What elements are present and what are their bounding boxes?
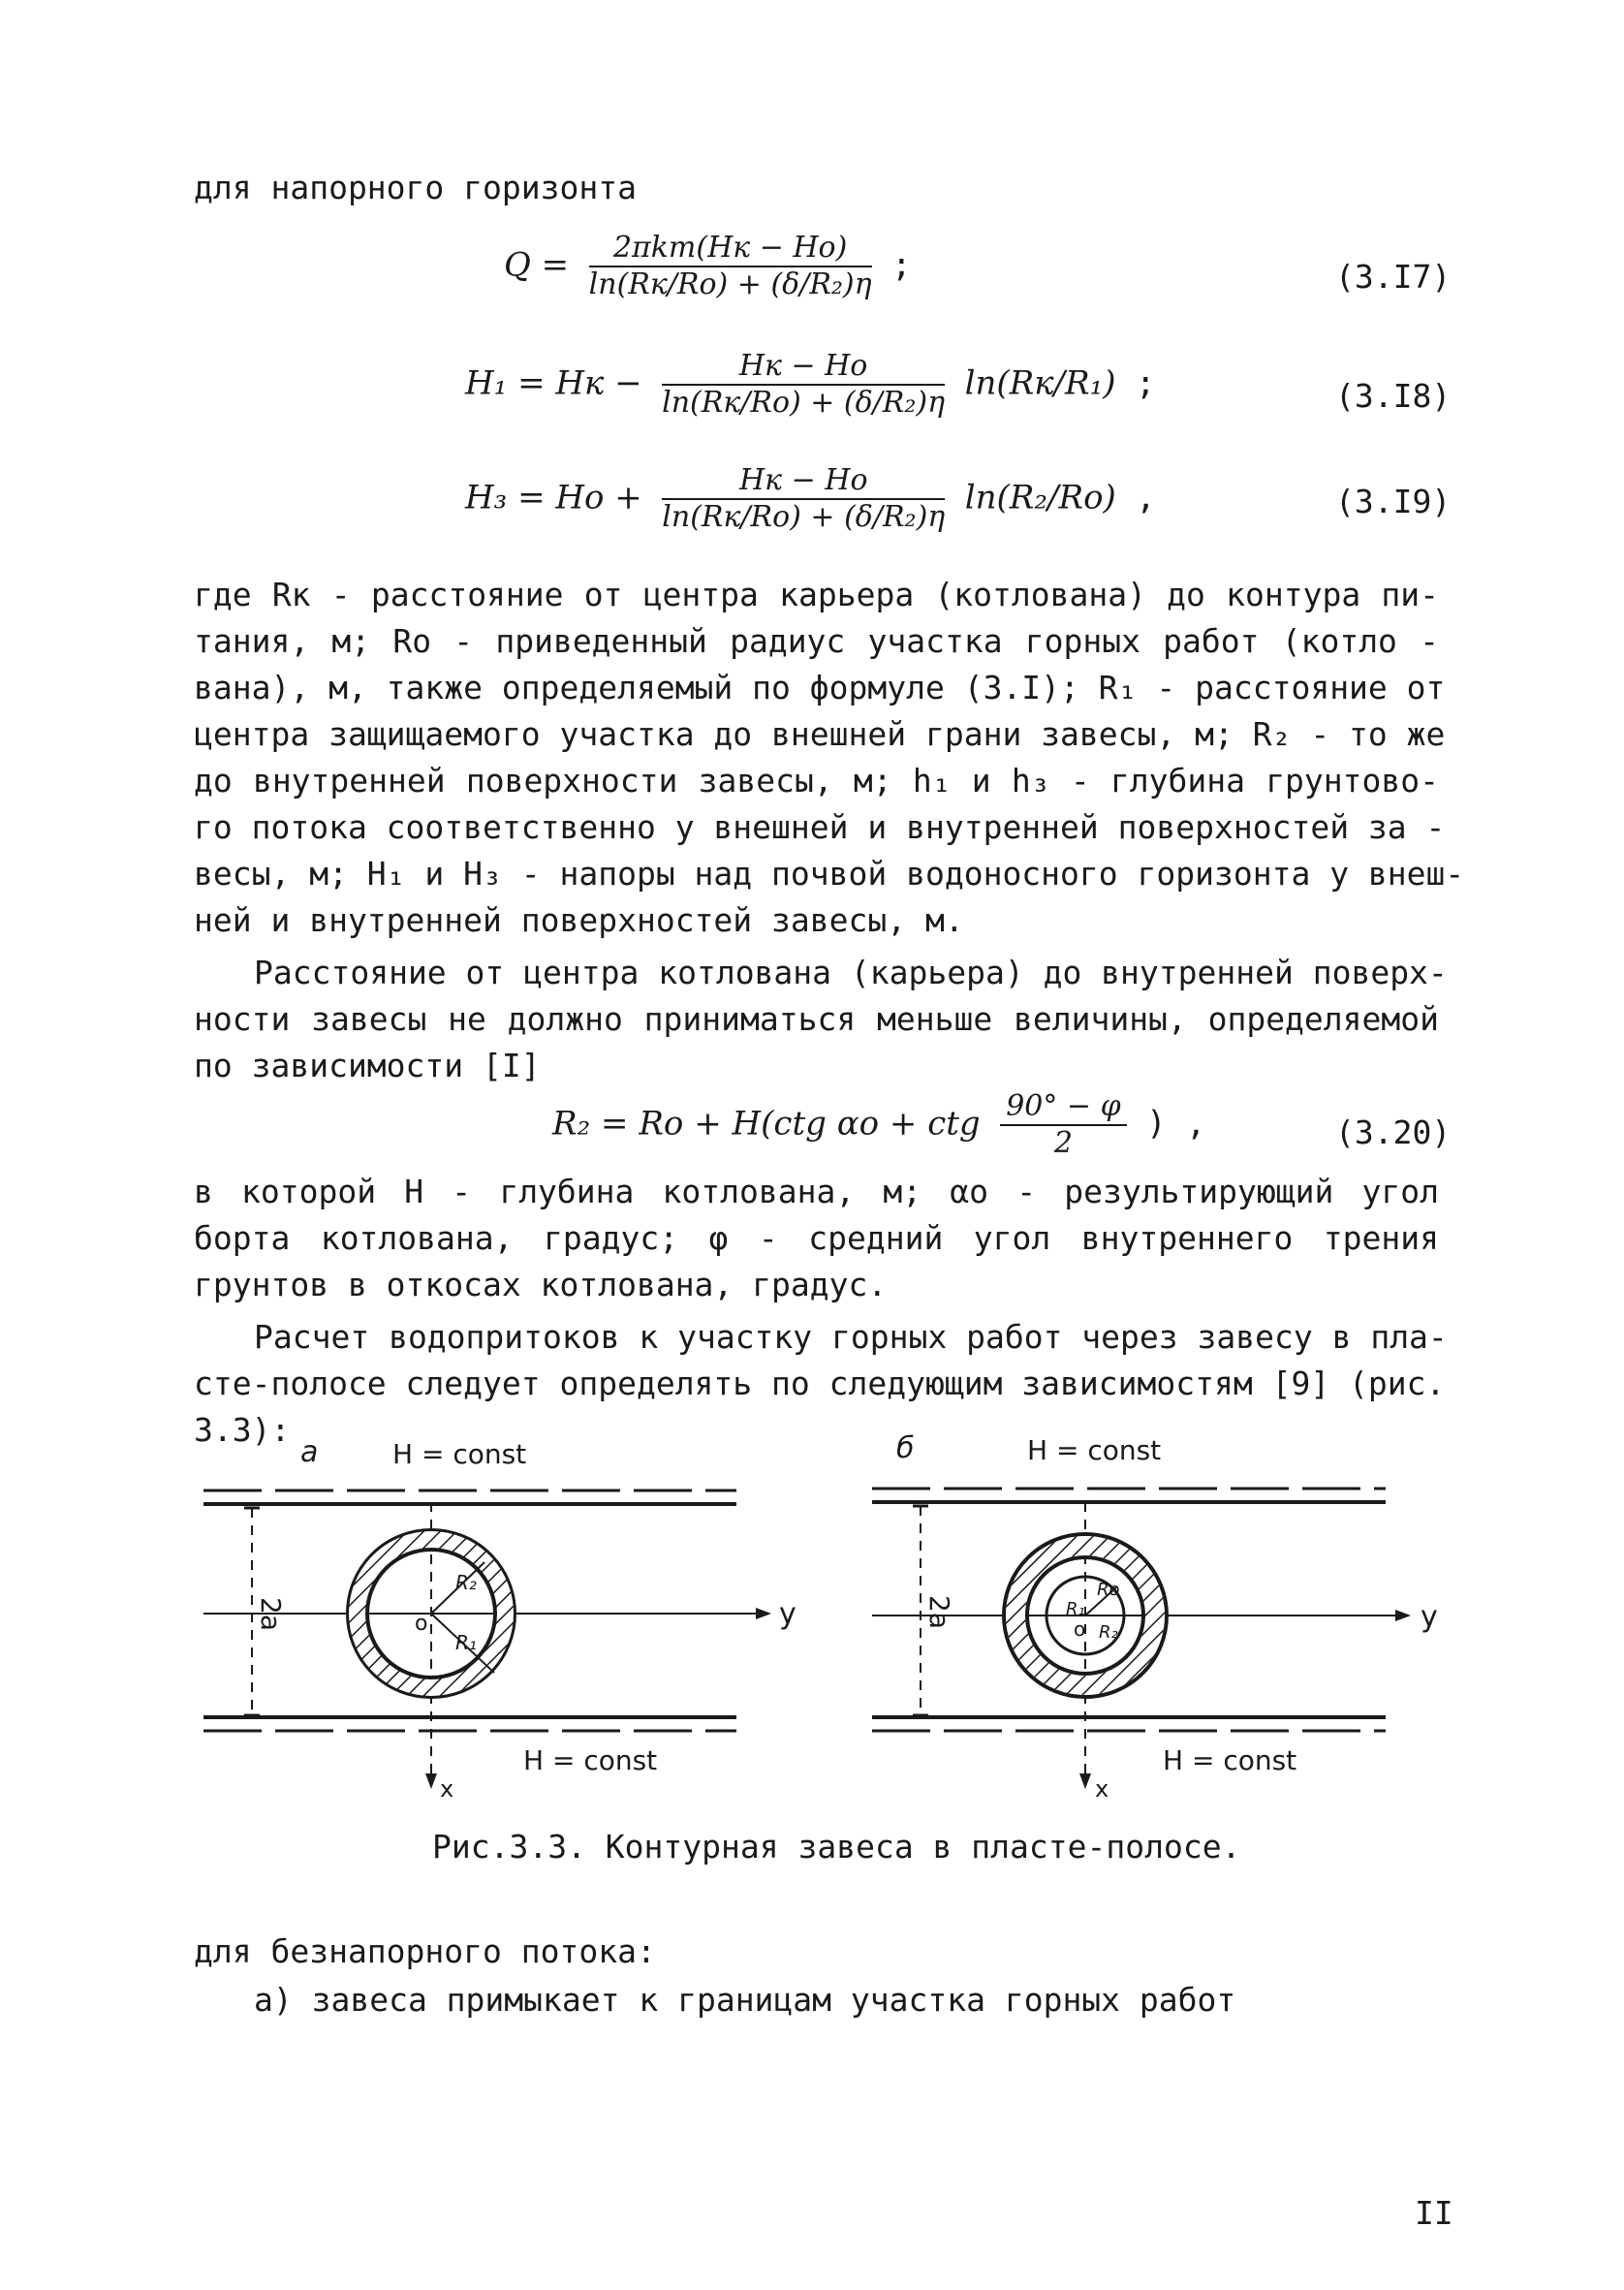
y-axis-label: y [779, 1597, 796, 1631]
equation-3-19 [465, 463, 1156, 535]
x-axis-label: x [1095, 1775, 1109, 1803]
para1-line: центра защищаемого участка до внешней грани завесы, м; R₂ - то же [194, 715, 1446, 753]
figure-panel-b [872, 1431, 1438, 1803]
x-axis-arrow-icon [425, 1773, 437, 1789]
para2-line: ности завесы не должно приниматься меньше величины, определяемой [194, 1000, 1439, 1038]
width-label: 2a [255, 1597, 287, 1631]
para1-line: весы, м; H₁ и H₃ - напоры над почвой водоносного горизонта у внеш- [194, 855, 1465, 893]
eq19-label: (3.I9) [1335, 483, 1452, 520]
eq19-lhs: H₃ = Hо + [465, 478, 642, 518]
eq20-num: 90° − φ [1000, 1089, 1126, 1126]
panel-a-top-label: H = const [392, 1438, 527, 1470]
eq18-label: (3.I8) [1335, 377, 1452, 415]
y-axis-arrow-icon [1395, 1610, 1411, 1621]
para1-line: где Rк - расстояние от центра карьера (котлована) до контура пи- [194, 576, 1439, 613]
panel-b-top-label: H = const [1027, 1434, 1162, 1466]
para1-line: ней и внутренней поверхностей завесы, м. [194, 901, 964, 939]
para1-line: до внутренней поверхности завесы, м; h₁ и h₃ - глубина грунтово- [194, 762, 1439, 800]
equation-3-17 [504, 231, 912, 302]
para1-line: го потока соответственно у внешней и внутренней поверхностей за - [194, 808, 1446, 846]
y-axis-arrow-icon [756, 1608, 771, 1619]
para4-line: 3.3): [194, 1411, 291, 1449]
width-label: 2a [923, 1595, 955, 1629]
eq17-lhs: Q = [504, 245, 570, 285]
eq17-tail: ; [891, 245, 912, 285]
eq20-expr: R₂ = Rо + H(ctg αо + ctg [552, 1104, 981, 1144]
eq17-fraction [589, 231, 872, 302]
eq18-fraction [662, 349, 945, 421]
after-line: а) завеса примыкает к границам участка горных работ [254, 1981, 1236, 2019]
y-axis-label: y [1421, 1600, 1438, 1634]
para1-line: вана), м, также определяемый по формуле (3.I); R₁ - расстояние от [194, 669, 1446, 706]
para1-line: тания, м; Rо - приведенный радиус участка горных работ (котло - [194, 622, 1439, 660]
eq18-lhs: H₁ = Hк − [465, 363, 642, 403]
r1-label: R₁ [455, 1631, 477, 1654]
para4-line: сте-полосе следует определять по следующим зависимостям [9] (рис. [194, 1365, 1446, 1402]
para3-line: грунтов в откосах котлована, градус. [194, 1266, 888, 1303]
panel-b-bottom-label: H = const [1163, 1744, 1297, 1776]
para3-line: борта котлована, градус; φ - средний угол внутреннего трения [194, 1219, 1439, 1257]
eq20-label: (3.20) [1335, 1114, 1452, 1151]
panel-b-tag: б [896, 1431, 915, 1465]
para2-line: по зависимости [I] [194, 1047, 541, 1084]
intro-text: для напорного горизонта [194, 169, 637, 206]
eq19-fraction [662, 463, 945, 535]
eq19-tail: , [1136, 478, 1156, 518]
page-number: II [1415, 2194, 1453, 2232]
eq18-tail: ; [1135, 363, 1156, 403]
equation-3-18 [465, 349, 1155, 421]
eq17-label: (3.I7) [1335, 258, 1452, 296]
para2-line: Расстояние от центра котлована (карьера) до внутренней поверх- [254, 954, 1448, 991]
figure-caption: Рис.3.3. Контурная завеса в пласте-полосе. [432, 1828, 1241, 1866]
r1-label: R₁ [1066, 1599, 1085, 1619]
eq17-num: 2πkm(Hк − Hо) [589, 231, 872, 267]
eq18-num: Hк − Hо [662, 349, 945, 386]
panel-a-tag: а [300, 1435, 319, 1469]
eq18-mult: ln(Rк/R₁) [964, 363, 1116, 403]
r2-label: R₂ [1099, 1622, 1118, 1643]
eq19-mult: ln(R₂/Rо) [964, 478, 1116, 518]
ro-label: Rо [1097, 1580, 1120, 1600]
figure-3-3 [184, 1425, 1444, 1812]
after-line: для безнапорного потока: [194, 1932, 656, 1970]
eq20-den: 2 [1053, 1126, 1073, 1160]
eq18-den: ln(Rк/Rо) + (δ/R₂)η [662, 386, 946, 420]
para4-line: Расчет водопритоков к участку горных работ через завесу в пла- [254, 1318, 1448, 1356]
equation-3-20 [552, 1089, 1205, 1161]
eq20-tail: ) , [1146, 1104, 1206, 1144]
r2-label: R₂ [455, 1571, 477, 1594]
eq20-fraction [1000, 1089, 1126, 1161]
origin-label: o [415, 1612, 428, 1636]
eq17-den: ln(Rк/Rо) + (δ/R₂)η [588, 267, 872, 301]
x-axis-label: x [440, 1775, 454, 1803]
eq19-num: Hк − Hо [662, 463, 945, 500]
origin-label: o [1074, 1617, 1086, 1641]
figure-panel-a [203, 1435, 796, 1803]
eq19-den: ln(Rк/Rо) + (δ/R₂)η [662, 500, 946, 534]
x-axis-arrow-icon [1079, 1773, 1091, 1789]
para3-line: в которой H - глубина котлована, м; αо - результирующий угол [194, 1173, 1439, 1210]
panel-a-bottom-label: H = const [523, 1744, 658, 1776]
